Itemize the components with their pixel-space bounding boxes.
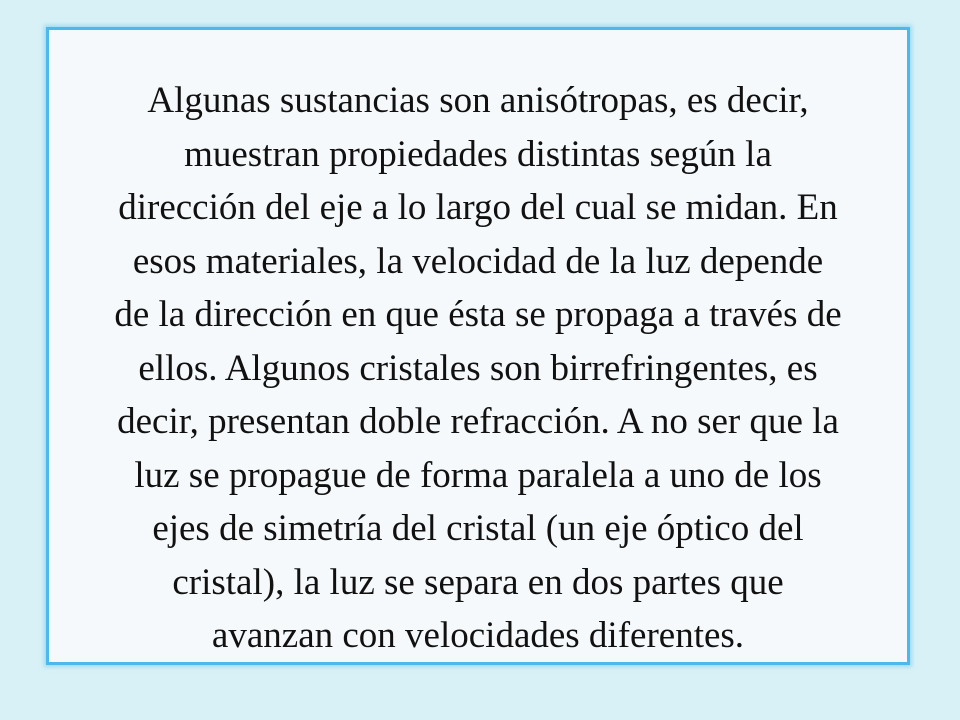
paragraph-line: muestran propiedades distintas según la bbox=[184, 133, 772, 175]
text-panel bbox=[46, 27, 910, 665]
paragraph-line: ejes de simetría del cristal (un eje óptico del bbox=[152, 508, 804, 549]
paragraph-line: esos materiales, la velocidad de la luz depende bbox=[132, 240, 824, 282]
body-paragraph bbox=[49, 74, 907, 663]
paragraph-line: decir, presentan doble refracción. A no ser que la bbox=[117, 401, 839, 442]
paragraph-line: ellos. Algunos cristales son birrefringentes, es bbox=[138, 347, 818, 389]
paragraph-line: de la dirección en que ésta se propaga a través de bbox=[114, 294, 842, 335]
paragraph-line: avanzan con velocidades diferentes. bbox=[211, 615, 745, 656]
paragraph-line: Algunas sustancias son anisótropas, es decir, bbox=[147, 80, 809, 121]
paragraph-line: dirección del eje a lo largo del cual se midan. En bbox=[118, 187, 838, 228]
paragraph-line: cristal), la luz se separa en dos partes que bbox=[172, 561, 784, 603]
paragraph-line: luz se propague de forma paralela a uno de los bbox=[134, 454, 822, 496]
